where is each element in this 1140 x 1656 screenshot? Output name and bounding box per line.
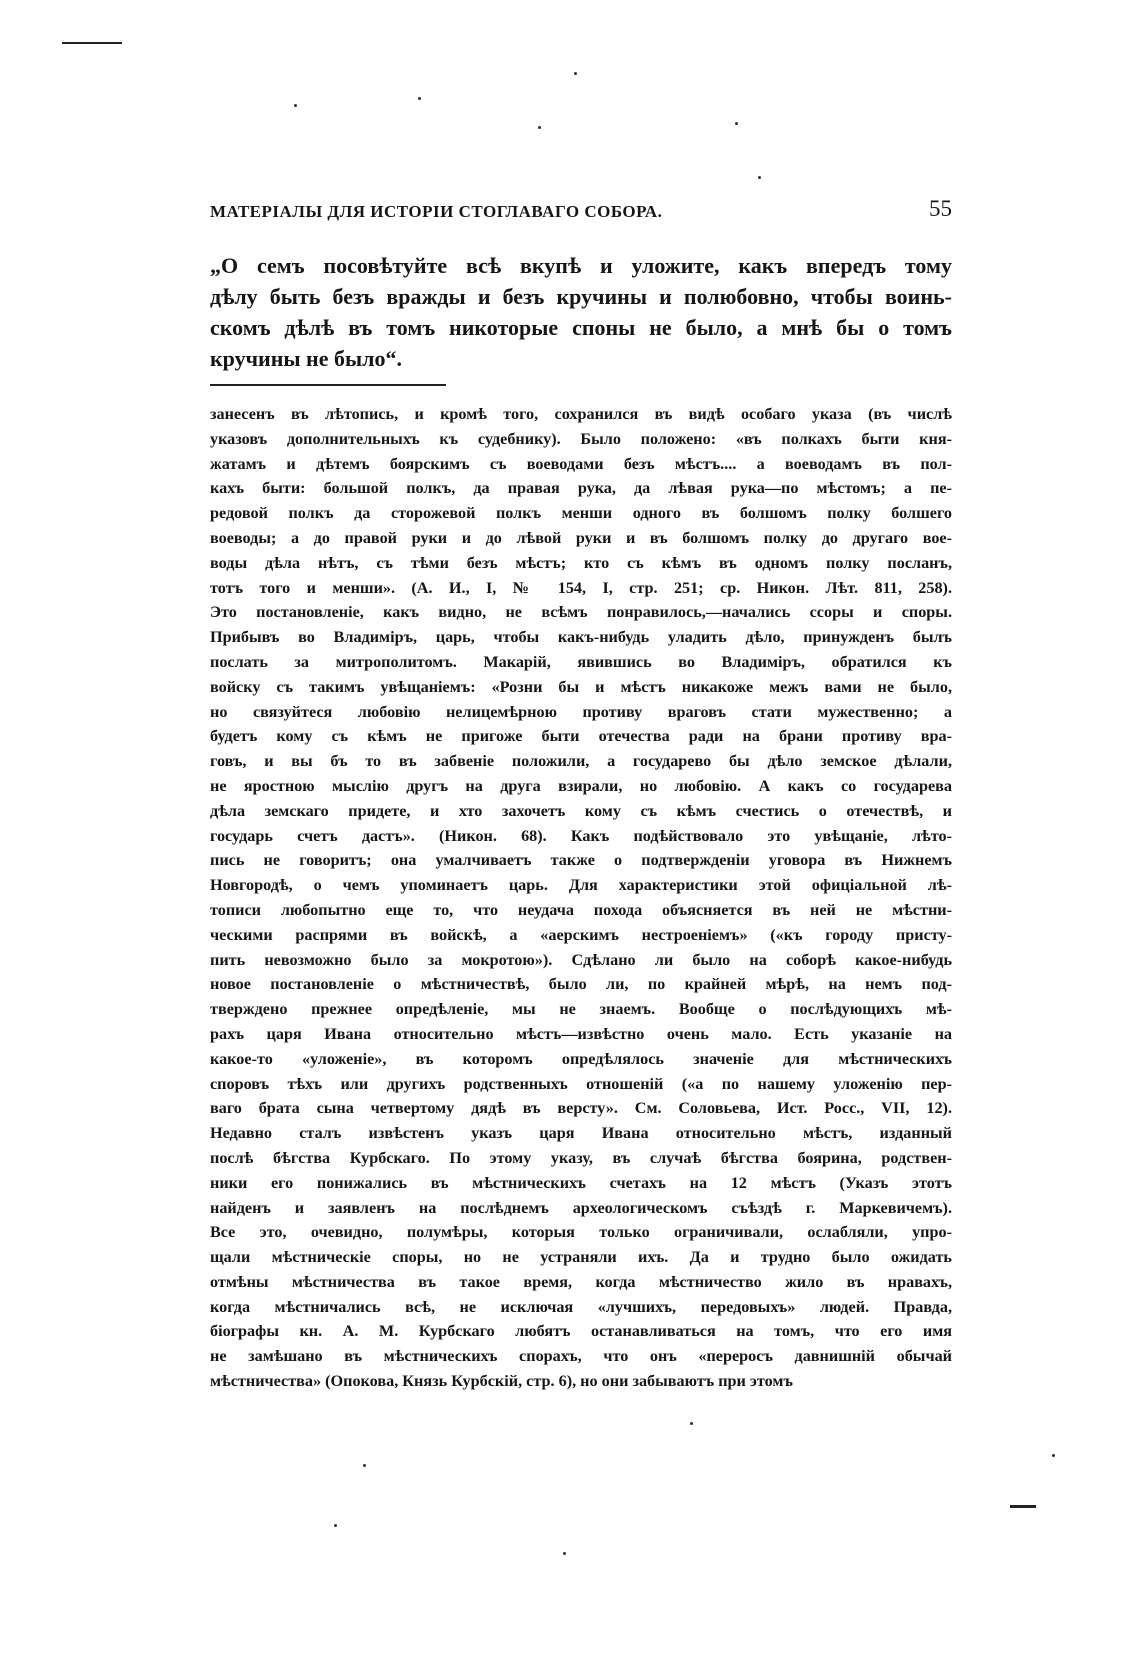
text-line: пить невозможно было за мокротою»). Сдѣлано ли было на соборѣ какое-нибудь: [210, 950, 952, 969]
text-line: споровъ тѣхъ или другихъ родственныхъ отношеній («а по нашему уложенію пер-: [210, 1074, 952, 1093]
running-header: [210, 196, 952, 226]
text-line: воеводы; а до правой руки и до лѣвой руки и въ болшомъ полку до другаго вое-: [210, 528, 952, 547]
text-line: послѣ бѣгства Курбскаго. По этому указу, въ случаѣ бѣгства боярина, родствен-: [210, 1148, 952, 1167]
text-line: кахъ быти: большой полкъ, да правая рука, да лѣвая рука—по мѣстомъ; а пе-: [210, 479, 952, 498]
text-line: занесенъ въ лѣтопись, и кромѣ того, сохранился въ видѣ особаго указа (въ числѣ: [210, 405, 952, 423]
text-line: скомъ дѣлѣ въ томъ никоторые споны не было, а мнѣ бы о томъ: [210, 315, 952, 340]
text-line: Прибывъ во Владиміръ, царь, чтобы какъ-нибудь уладить дѣло, принужденъ былъ: [210, 628, 952, 647]
text-line: „О семъ посовѣтуйте всѣ вкупѣ и уложите, какъ впередъ тому: [210, 253, 952, 278]
text-line: тверждено прежнее опредѣленіе, мы не знаемъ. Вообще о послѣдующихъ мѣ-: [210, 1000, 952, 1019]
page-number: 55: [929, 196, 952, 221]
scan-speck: [1052, 1454, 1055, 1457]
text-line: Недавно сталъ извѣстенъ указъ царя Ивана относительно мѣстъ, изданный: [210, 1124, 952, 1143]
scan-speck: [690, 1422, 693, 1425]
text-line: войску съ такимъ увѣщаніемъ: «Розни бы и мѣстъ никакоже межъ вами не было,: [210, 677, 952, 696]
text-line: тописи любопытно еще то, что неудача похода объясняется въ ней не мѣстни-: [210, 900, 952, 919]
scan-speck: [563, 1552, 566, 1555]
scan-speck: [758, 176, 761, 179]
text-line: новое постановленіе о мѣстничествѣ, было ли, по крайней мѣрѣ, на немъ под-: [210, 975, 952, 994]
text-line: редовой полкъ да сторожевой полкъ менши одного въ болшомъ полку болшего: [210, 504, 952, 523]
scan-speck: [574, 72, 577, 75]
text-line: воды дѣла нѣтъ, съ тѣми безъ мѣстъ; кто съ кѣмъ въ одномъ полку посланъ,: [210, 553, 952, 572]
text-line: говъ, и вы бъ то въ забвеніе положили, а государево бы дѣло земское дѣлали,: [210, 752, 952, 771]
scan-speck: [538, 126, 541, 129]
text-line: мѣстничества» (Опокова, Князь Курбскій, стр. 6), но они забываютъ при этомъ: [210, 1372, 793, 1391]
text-line: щали мѣстническіе споры, но не устраняли ихъ. Да и трудно было ожидать: [210, 1248, 952, 1267]
scan-speck: [294, 104, 297, 107]
text-line: дѣлу быть безъ вражды и безъ кручины и полюбовно, чтобы воинь-: [210, 284, 952, 309]
scan-speck: [334, 1524, 337, 1527]
text-line: будетъ кому съ кѣмъ не пригоже быти отечества ради на брани противу вра-: [210, 727, 952, 746]
text-line: пись не говоритъ; она умалчиваетъ также о подтвержденіи уговора въ Нижнемъ: [210, 851, 952, 870]
text-line: рахъ царя Ивана относительно мѣстъ—извѣстно очень мало. Есть указаніе на: [210, 1024, 952, 1043]
text-line: біографы кн. А. М. Курбскаго любятъ останавливаться на томъ, что его имя: [210, 1322, 952, 1341]
text-line: ваго брата сына четвертому дядѣ въ версту». См. Соловьева, Ист. Росс., VII, 12).: [210, 1099, 952, 1118]
footnote-divider: [210, 384, 446, 386]
scan-speck: [418, 97, 421, 100]
text-line: не замѣшано въ мѣстническихъ спорахъ, что онъ «переросъ давнишній обычай: [210, 1347, 952, 1366]
text-line: дѣла земскаго придете, и хто захочетъ кому съ кѣмъ счестись о отечествѣ, и: [210, 801, 952, 820]
text-line: тотъ того и менши». (А. И., I, № 154, I, стр. 251; ср. Никон. Лѣт. 811, 258).: [210, 578, 952, 597]
text-line: Все это, очевидно, полумѣры, которыя только ограничивали, ослабляли, упро-: [210, 1223, 952, 1242]
text-line: жатамъ и дѣтемъ боярскимъ съ воеводами безъ мѣстъ.... а воеводамъ въ пол-: [210, 454, 952, 473]
text-line: государь счетъ дастъ». (Никон. 68). Какъ подѣйствовало это увѣщаніе, лѣто-: [210, 826, 952, 845]
text-line: кручины не было“.: [210, 346, 403, 371]
quote-paragraph: [210, 250, 952, 374]
scan-speck: [363, 1464, 366, 1467]
scan-margin-line: [62, 42, 122, 44]
text-line: ники его понижались въ мѣстническихъ счетахъ на 12 мѣстъ (Указъ этотъ: [210, 1173, 952, 1192]
text-line: какое-то «уложеніе», въ которомъ опредѣлялось значеніе для мѣстническихъ: [210, 1049, 952, 1068]
footnote-body: [210, 402, 952, 1394]
text-line: отмѣны мѣстничества въ такое время, когда мѣстничество жило въ нравахъ,: [210, 1272, 952, 1291]
running-title: МАТЕРІАЛЫ ДЛЯ ИСТОРІИ СТОГЛАВАГО СОБОРА.: [210, 202, 663, 221]
text-line: Это постановленіе, какъ видно, не всѣмъ понравилось,—начались ссоры и споры.: [210, 603, 952, 622]
text-line: не яростною мыслію другъ на друга взирали, но любовію. А какъ со государева: [210, 776, 952, 795]
text-line: но связуйтеся любовію нелицемѣрною противу враговъ стати мужественно; а: [210, 702, 952, 721]
text-line: ческими распрями въ войскѣ, а «аерскимъ нестроеніемъ» («къ городу присту-: [210, 925, 952, 944]
text-line: когда мѣстничались всѣ, не исключая «лучшихъ, передовыхъ» людей. Правда,: [210, 1297, 952, 1316]
scan-speck: [735, 122, 738, 125]
text-line: найденъ и заявленъ на послѣднемъ археологическомъ съѣздѣ г. Маркевичемъ).: [210, 1198, 952, 1217]
scan-margin-line: [1010, 1505, 1036, 1508]
text-line: указовъ дополнительныхъ къ судебнику). Было положено: «въ полкахъ быти кня-: [210, 429, 952, 448]
text-line: послать за митрополитомъ. Макарій, явившись во Владиміръ, обратился къ: [210, 652, 952, 671]
text-line: Новгородѣ, о чемъ упоминаетъ царь. Для характеристики этой офиціальной лѣ-: [210, 876, 952, 895]
